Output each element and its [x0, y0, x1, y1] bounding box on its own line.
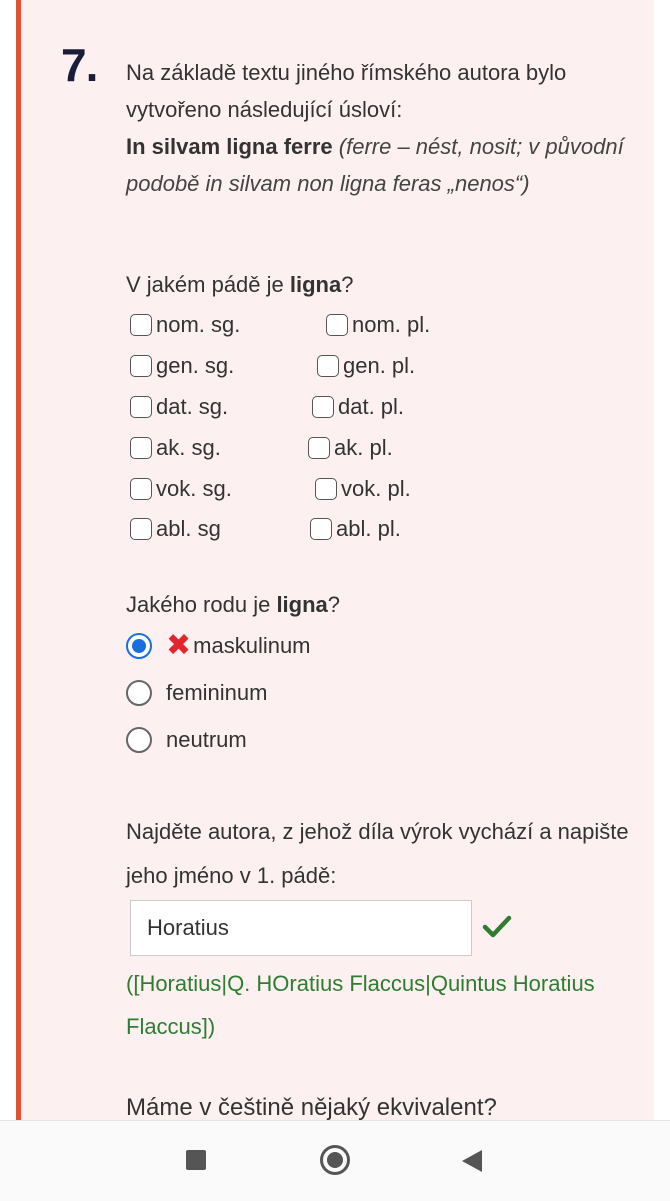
gender-question-label — [126, 592, 340, 618]
checkbox-label: vok. pl. — [341, 476, 411, 501]
case-options-row — [126, 312, 646, 344]
checkbox-ak-sg[interactable] — [130, 435, 221, 461]
gender-question-suffix: ? — [327, 592, 341, 617]
checkbox-label: gen. sg. — [156, 353, 235, 378]
case-question-label — [126, 272, 353, 298]
checkbox-dat-pl[interactable] — [312, 394, 404, 420]
checkbox-box-icon[interactable] — [310, 518, 332, 540]
checkbox-label: abl. sg — [156, 516, 221, 541]
radio-label: femininum — [166, 680, 268, 705]
checkbox-nom-sg[interactable] — [130, 312, 240, 338]
gender-question-word: ligna — [276, 592, 328, 617]
case-options-row — [126, 353, 646, 385]
home-circle-icon[interactable] — [320, 1145, 350, 1175]
radio-option-neutrum[interactable] — [126, 727, 247, 753]
checkbox-box-icon[interactable] — [130, 437, 152, 459]
checkbox-box-icon[interactable] — [130, 518, 152, 540]
checkbox-vok-pl[interactable] — [315, 476, 411, 502]
phrase-latin: In silvam ligna ferre — [126, 134, 333, 159]
question-number: 7. — [61, 39, 98, 91]
radio-option-maskulinum[interactable] — [126, 629, 311, 662]
checkbox-box-icon[interactable] — [130, 355, 152, 377]
radio-unselected-icon[interactable] — [126, 680, 152, 706]
checkbox-label: dat. sg. — [156, 394, 229, 419]
checkbox-box-icon[interactable] — [312, 396, 334, 418]
checkbox-box-icon[interactable] — [130, 478, 152, 500]
checkbox-box-icon[interactable] — [326, 314, 348, 336]
case-question-suffix: ? — [341, 272, 354, 297]
back-triangle-icon[interactable] — [460, 1149, 484, 1173]
next-question-text: Máme v češtině nějaký ekvivalent? — [126, 1094, 497, 1120]
checkbox-gen-pl[interactable] — [317, 353, 415, 379]
question-card — [16, 0, 654, 1120]
checkbox-label: vok. sg. — [156, 476, 232, 501]
checkbox-label: abl. pl. — [336, 516, 401, 541]
checkbox-label: ak. pl. — [334, 435, 393, 460]
case-question-prefix: V jakém pádě je — [126, 272, 290, 297]
case-options-row — [126, 476, 646, 508]
checkbox-label: ak. sg. — [156, 435, 221, 460]
checkbox-dat-sg[interactable] — [130, 394, 228, 420]
checkbox-nom-pl[interactable] — [326, 312, 430, 338]
correct-check-icon — [482, 914, 512, 940]
recents-square-icon[interactable] — [186, 1150, 206, 1170]
checkbox-box-icon[interactable] — [317, 355, 339, 377]
radio-label: maskulinum — [193, 633, 311, 658]
case-options-row — [126, 516, 646, 548]
checkbox-gen-sg[interactable] — [130, 353, 234, 379]
checkbox-label: dat. pl. — [338, 394, 405, 419]
checkbox-abl-pl[interactable] — [310, 516, 401, 542]
checkbox-ak-pl[interactable] — [308, 435, 393, 461]
author-question-text: Najděte autora, z jehož díla výrok vychází a napište jeho jméno v 1. pádě: — [126, 819, 629, 888]
checkbox-box-icon[interactable] — [308, 437, 330, 459]
card-accent-border — [16, 0, 21, 1120]
case-options-row — [126, 435, 646, 467]
author-answer-input[interactable]: Horatius — [130, 900, 472, 956]
radio-unselected-icon[interactable] — [126, 727, 152, 753]
phrase-note: (ferre – nést, nosit; v původní podobě in silvam non ligna feras „nenos“) — [126, 134, 624, 196]
checkbox-box-icon[interactable] — [130, 396, 152, 418]
gender-question-prefix: Jakého rodu je — [126, 592, 277, 617]
case-options-row — [126, 394, 646, 426]
checkbox-box-icon[interactable] — [130, 314, 152, 336]
checkbox-box-icon[interactable] — [315, 478, 337, 500]
radio-label: neutrum — [166, 727, 247, 752]
intro-text: Na základě textu jiného římského autora bylo vytvořeno následující úsloví: — [126, 60, 567, 122]
checkbox-label: gen. pl. — [343, 353, 416, 378]
correct-answers-text: ([Horatius|Q. HOratius Flaccus|Quintus Horatius Flaccus]) — [126, 971, 595, 1039]
checkbox-vok-sg[interactable] — [130, 476, 232, 502]
checkbox-label: nom. pl. — [352, 312, 431, 337]
radio-selected-icon[interactable] — [126, 633, 152, 659]
case-question-word: ligna — [289, 272, 342, 297]
question-intro — [126, 54, 636, 202]
checkbox-label: nom. sg. — [156, 312, 241, 337]
checkbox-abl-sg[interactable] — [130, 516, 221, 542]
radio-option-femininum[interactable] — [126, 680, 267, 706]
wrong-x-icon: ✖ — [166, 629, 192, 662]
